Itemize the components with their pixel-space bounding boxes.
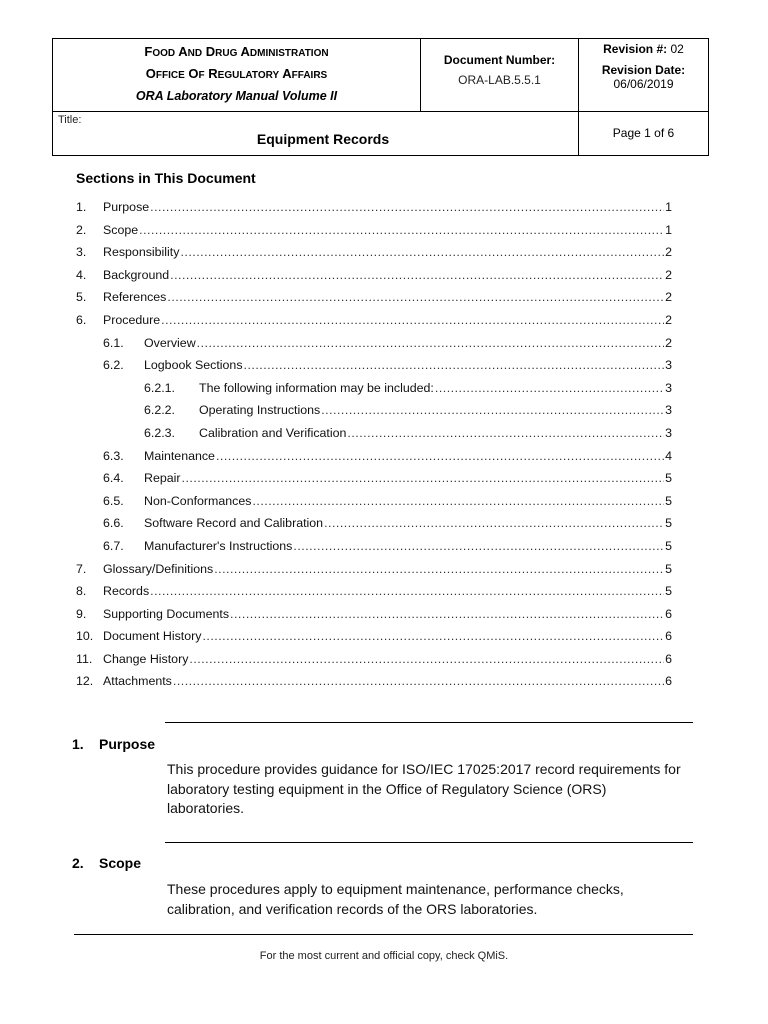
toc-entry-label: Background [103,267,170,282]
toc-leader-dots [150,200,664,214]
toc-entry[interactable] [76,403,672,426]
toc-entry-page: 1 [665,222,672,237]
toc-entry[interactable] [76,336,672,359]
toc-entry-number: 6.2.2. [144,403,176,418]
toc-heading: Sections in This Document [76,170,256,186]
toc-entry-label: Change History [103,651,189,666]
toc-entry[interactable] [76,629,672,652]
toc-leader-dots [324,516,664,530]
toc-entry-label: Software Record and Calibration [144,516,324,531]
toc-entry[interactable] [76,539,672,562]
toc-leader-dots [347,426,664,440]
section-number: 1. [72,736,84,752]
toc-leader-dots [161,313,664,327]
toc-leader-dots [252,494,664,508]
toc-entry-number: 1. [76,200,87,214]
document-number: ORA-LAB.5.5.1 [458,73,541,87]
document-number-label: Document Number: [443,53,556,67]
toc-entry-label: Records [103,584,150,599]
toc-leader-dots [321,403,664,417]
toc-leader-dots [180,245,664,259]
toc-leader-dots [173,674,664,688]
document-title: Equipment Records [256,131,390,147]
org-office [53,64,420,86]
toc-entry-number: 6.1. [103,335,124,350]
toc-entry-number: 3. [76,245,87,260]
toc-entry[interactable] [76,674,672,697]
toc-leader-dots [202,629,664,643]
revision-date-label-text: Revision Date: [601,63,686,77]
section-heading-scope [72,855,141,871]
toc-entry-page: 5 [665,516,672,531]
toc-entry[interactable] [76,223,672,246]
toc-entry-label: Repair [144,471,181,486]
toc-entry-page: 3 [665,380,672,395]
toc-entry-number: 12. [76,674,94,689]
section-divider [165,722,693,723]
toc-entry-page: 3 [665,358,672,373]
page-cell [579,112,708,155]
toc-entry-page: 5 [665,471,672,486]
toc-entry-page: 5 [665,493,672,508]
title-cell [53,112,579,155]
toc-entry-page: 5 [665,561,672,576]
toc-entry-label: Maintenance [144,448,215,463]
toc-entry[interactable] [76,471,672,494]
toc-leader-dots [216,449,664,463]
toc-entry-page: 2 [665,267,672,282]
toc-entry[interactable] [76,313,672,336]
toc-entry-number: 11. [76,651,93,666]
toc-leader-dots [139,223,664,237]
toc-entry-number: 6.2.3. [144,425,176,440]
section-divider [165,842,693,843]
revision-date: 06/06/2019 [613,77,674,91]
toc-leader-dots [293,539,664,553]
toc-entry-label: Non-Conformances [144,493,252,508]
toc-entry-page: 6 [665,651,672,666]
org-agency-text: FOOD AND DRUG ADMINISTRATION [144,44,329,59]
toc-entry[interactable] [76,426,672,449]
toc-entry-label: Procedure [103,312,161,327]
toc-entry[interactable] [76,245,672,268]
toc-leader-dots [150,584,664,598]
toc-entry-page: 2 [665,335,672,350]
revision-line [579,42,708,56]
toc-leader-dots [170,268,664,282]
org-cell [53,39,421,112]
toc-leader-dots [182,471,665,485]
toc-entry-number: 6.6. [103,516,124,531]
section-title: Purpose [99,736,156,752]
section-body-purpose: This procedure provides guidance for ISO/IEC 17025:2017 record requirements for laboratory testing equipment in the Office of Regulatory Science (ORS) laboratories. [167,761,681,816]
toc-entry-page: 6 [665,674,672,689]
section-title: Scope [99,855,142,871]
manual-name: ORA Laboratory Manual Volume II [135,89,338,103]
toc-entry-label: Attachments [103,674,172,689]
toc-entry-label: Operating Instructions [199,403,321,418]
document-number-cell [421,39,579,112]
toc-entry[interactable] [76,607,672,630]
title-label: Title: [58,114,82,126]
section-heading-purpose [72,736,155,752]
toc-leader-dots [435,381,664,395]
toc-entry-number: 2. [76,222,87,237]
toc-entry-label: Manufacturer's Instructions [144,538,293,553]
page-indicator: Page 1 of 6 [612,126,675,140]
toc-entry-number: 6.5. [103,493,124,508]
toc-entry[interactable] [76,562,672,585]
document-header [52,38,709,156]
revision-date-label [579,63,708,77]
toc-leader-dots [167,290,664,304]
section-number: 2. [72,855,84,871]
toc-entry-label: Calibration and Verification [199,425,347,440]
org-agency [53,42,420,64]
toc-entry-number: 4. [76,267,87,282]
toc-entry[interactable] [76,494,672,517]
toc-entry-label: The following information may be included: [199,380,434,395]
toc-entry-label: Scope [103,222,139,237]
toc-entry-page: 5 [665,538,672,553]
footer-divider [74,934,693,935]
toc-entry-number: 6. [76,312,87,327]
toc-leader-dots [244,358,665,372]
toc-entry-page: 3 [665,425,672,440]
toc-entry[interactable] [76,652,672,675]
section-body-scope: These procedures apply to equipment maintenance, performance checks, calibration, and verification records of the ORS laboratories. [167,881,624,917]
toc-leader-dots [189,652,664,666]
toc-entry-label: Logbook Sections [144,358,243,373]
toc-leader-dots [230,607,664,621]
table-of-contents [76,200,672,697]
toc-entry-number: 9. [76,606,87,621]
toc-entry[interactable] [76,381,672,404]
toc-entry-label: Purpose [103,200,150,214]
toc-entry-label: Glossary/Definitions [103,561,214,576]
org-office-text: OFFICE OF REGULATORY AFFAIRS [145,66,328,81]
toc-entry-label: Responsibility [103,245,180,260]
toc-entry-number: 5. [76,290,87,305]
toc-entry-number: 6.4. [103,471,124,486]
revision-number: 02 [670,42,684,56]
toc-entry-number: 6.2. [103,358,124,373]
toc-entry-number: 7. [76,561,87,576]
toc-entry-page: 5 [665,584,672,599]
page-footer: For the most current and official copy, check QMiS. [259,950,509,962]
toc-entry-label: Document History [103,629,202,644]
toc-entry-page: 3 [665,403,672,418]
toc-entry-page: 2 [665,245,672,260]
toc-entry-number: 6.2.1. [144,380,176,395]
toc-entry[interactable] [76,268,672,291]
toc-entry-page: 1 [665,200,672,214]
toc-entry-page: 6 [665,629,672,644]
toc-leader-dots [214,562,664,576]
toc-entry-number: 10. [76,629,94,644]
toc-entry[interactable] [76,449,672,472]
toc-entry-page: 4 [665,448,672,463]
toc-entry[interactable] [76,200,672,223]
toc-entry-number: 6.7. [103,538,124,553]
toc-entry-page: 6 [665,606,672,621]
revision-cell [579,39,708,112]
toc-leader-dots [197,336,664,350]
toc-entry-number: 8. [76,584,87,599]
toc-entry-page: 2 [665,290,672,305]
revision-label: Revision #: [603,42,668,56]
toc-entry-label: Supporting Documents [103,606,230,621]
toc-entry[interactable] [76,290,672,313]
toc-entry-label: References [103,290,167,305]
toc-entry[interactable] [76,516,672,539]
toc-entry-number: 6.3. [103,448,124,463]
toc-entry-page: 2 [665,312,672,327]
toc-entry[interactable] [76,358,672,381]
toc-entry-label: Overview [144,335,196,350]
toc-entry[interactable] [76,584,672,607]
